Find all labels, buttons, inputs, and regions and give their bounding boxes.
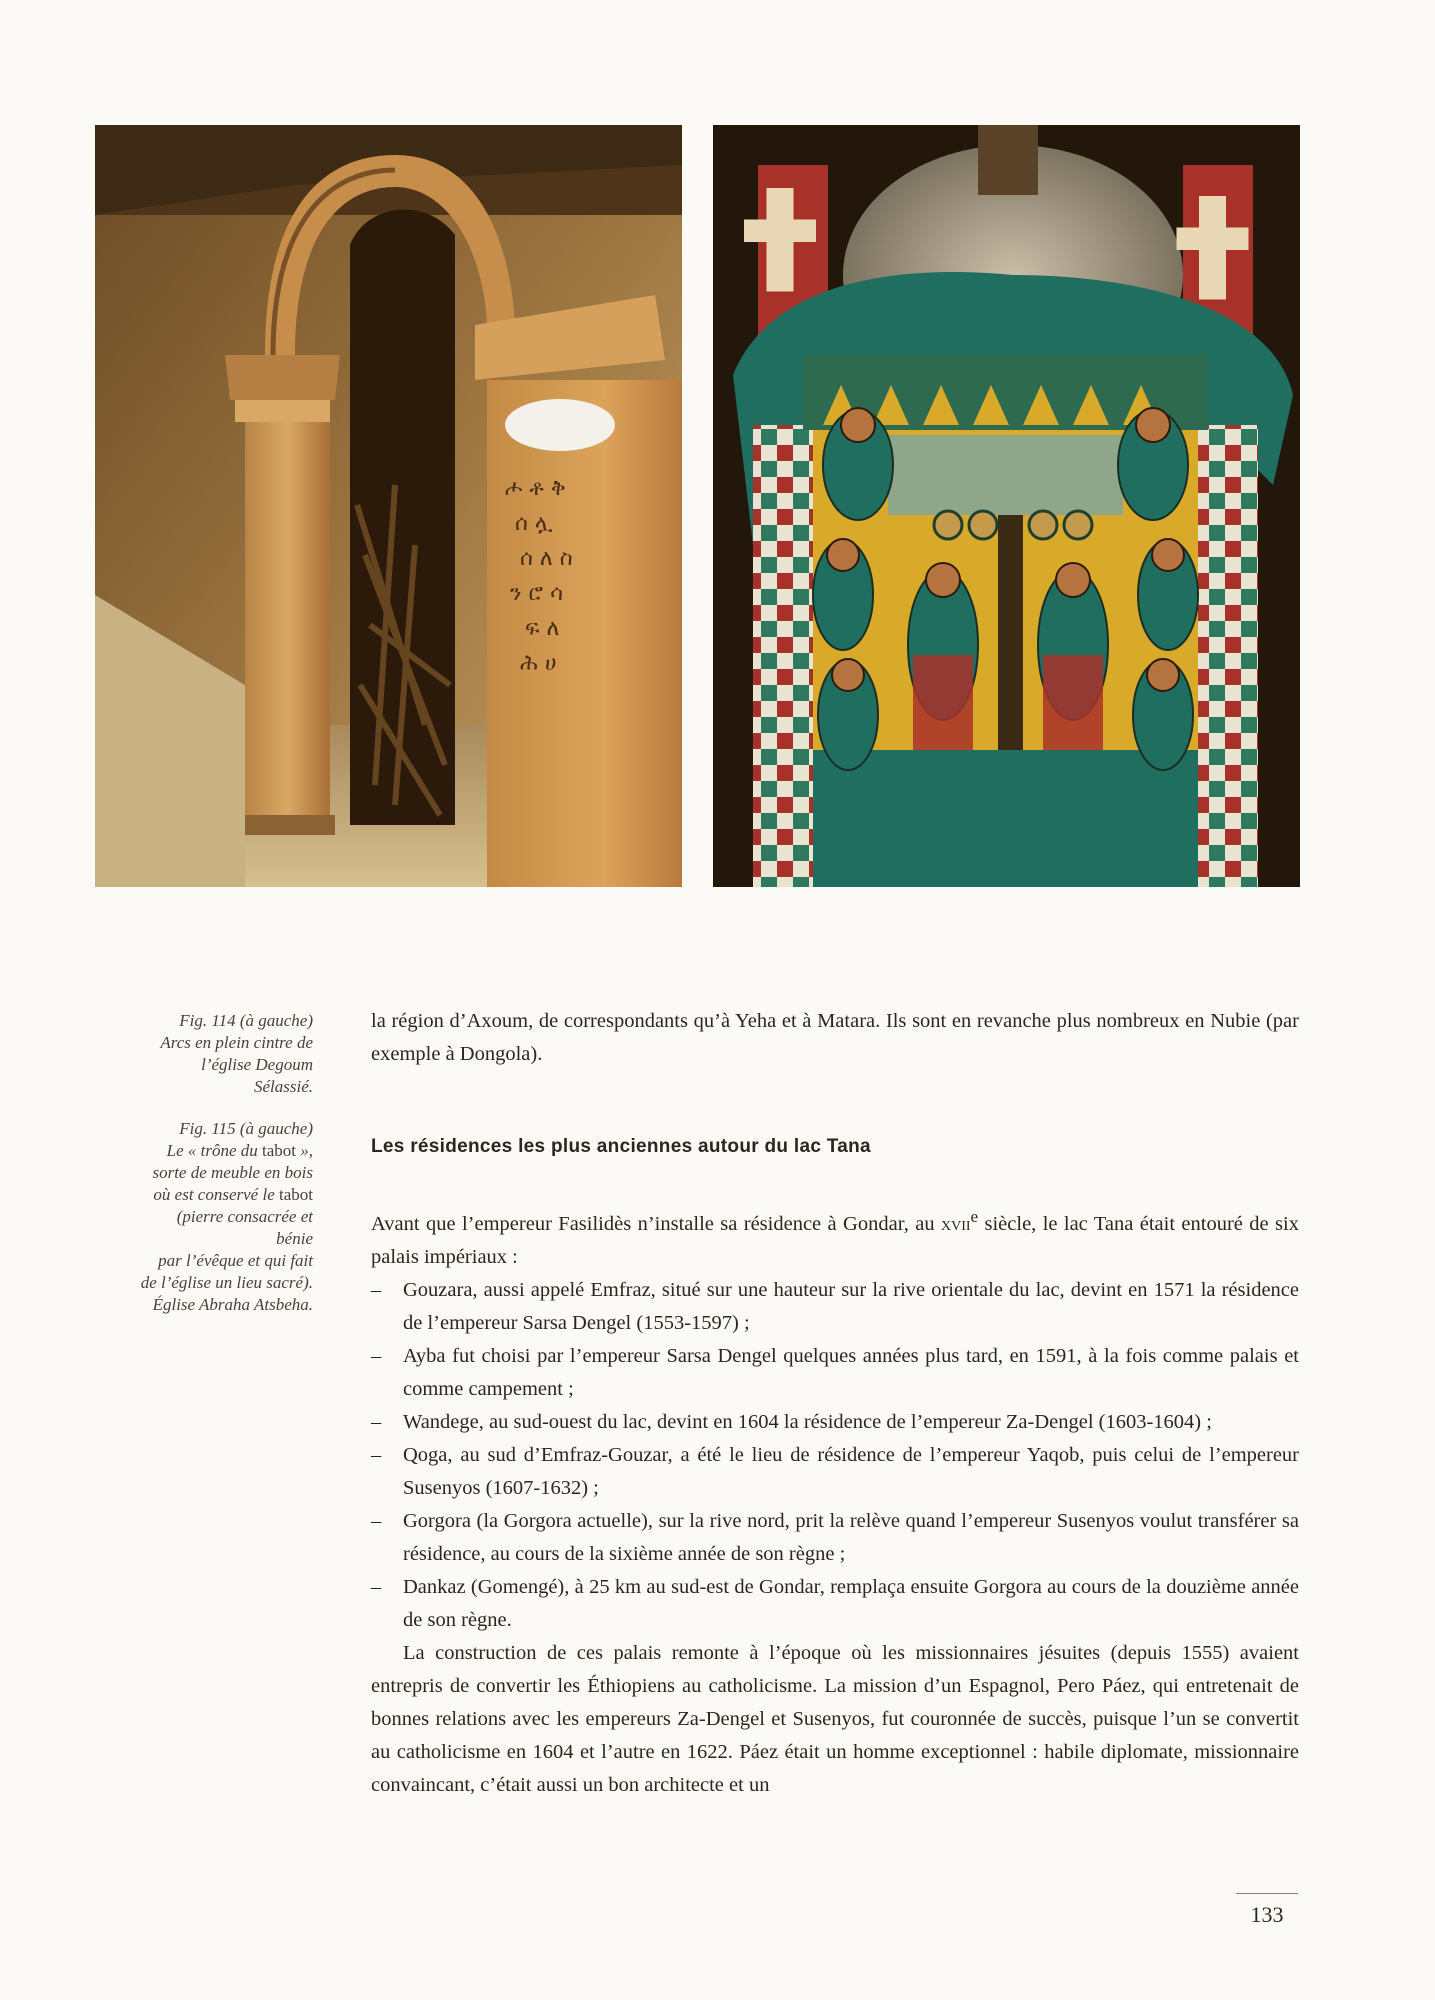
svg-text:ፍ ለ: ፍ ለ [525,616,560,641]
list-item-text: Qoga, au sud d’Emfraz-Gouzar, a été le lieu de résidence de l’empereur Yaqob, puis celui de l’empereur Susenyos (1607-1632) ; [403,1443,1299,1499]
caption-fragment: Le « trône du [166,1141,262,1160]
century-superscript: e [970,1207,979,1226]
list-item [371,1439,1299,1505]
caption-term-tabot: tabot [279,1185,313,1204]
dash-bullet: – [371,1509,382,1532]
caption-line: Arcs en plein cintre de [160,1033,313,1052]
dash-bullet: – [371,1443,382,1466]
section-heading: Les résidences les plus anciennes autour du lac Tana [371,1136,871,1157]
arches-illustration [95,125,682,887]
list-item [371,1505,1299,1571]
svg-text:ሖ ቶ ቅ: ሖ ቶ ቅ [505,476,566,501]
svg-text:ን ሮ ሳ: ን ሮ ሳ [510,581,564,606]
tabot-throne-illustration [713,125,1300,887]
svg-text:ሕ ሀ: ሕ ሀ [520,651,557,676]
caption-fig-114 [138,1010,313,1098]
caption-fragment: », [296,1141,313,1160]
caption-line: l’église Degoum Sélassié. [201,1055,313,1096]
list-item-text: Ayba fut choisi par l’empereur Sarsa Dengel quelques années plus tard, en 1591, à la fois comme palais et comme campement ; [403,1344,1299,1400]
century-numeral: xvii [940,1212,971,1235]
list-item-text: Wandege, au sud-ouest du lac, devint en 1604 la résidence de l’empereur Za-Dengel (1603-1604) ; [403,1410,1212,1433]
list-item [371,1340,1299,1406]
dash-bullet: – [371,1278,382,1301]
caption-line [138,1184,313,1206]
photo-tabot-throne [713,125,1300,887]
caption-term-tabot: tabot [262,1141,296,1160]
page-number: 133 [1250,1902,1284,1927]
caption-line: Fig. 114 (à gauche) [179,1011,313,1030]
intro-paragraph [371,1005,1299,1071]
intro-text: la région d’Axoum, de correspondants qu’à Yeha et à Matara. Ils sont en revanche plus nombreux en Nubie (par exemple à Dongola). [371,1010,1299,1065]
caption-line: Église Abraha Atsbeha. [152,1295,313,1314]
page-number-rule [1236,1893,1298,1894]
caption-line: sorte de meuble en bois [152,1163,313,1182]
caption-line: (pierre consacrée et bénie [176,1207,313,1248]
lead-text: siècle, le lac Tana était entouré de six palais impériaux : [371,1212,1299,1268]
svg-text:ሰ ሏ: ሰ ሏ [515,511,553,536]
svg-text:ሰ ለ ስ: ሰ ለ ስ [520,546,573,571]
list-item [371,1571,1299,1637]
caption-line: Fig. 115 (à gauche) [179,1119,313,1138]
dash-bullet: – [371,1344,382,1367]
lead-text: Avant que l’empereur Fasilidès n’installe sa résidence à Gondar, au [371,1212,941,1235]
list-item-text: Dankaz (Gomengé), à 25 km au sud-est de Gondar, remplaça ensuite Gorgora au cours de la douzième année de son règne. [403,1575,1299,1631]
caption-fig-115 [138,1118,313,1316]
lead-paragraph [371,1200,1299,1274]
list-item-text: Gouzara, aussi appelé Emfraz, situé sur une hauteur sur la rive orientale du lac, devint en 1571 la résidence de l’empereur Sarsa Dengel (1553-1597) ; [403,1278,1299,1334]
caption-line [138,1140,313,1162]
caption-line: par l’évêque et qui fait [158,1251,313,1270]
photo-church-arches [95,125,682,887]
list-item [371,1274,1299,1340]
caption-fragment: où est conservé le [153,1185,279,1204]
section-body [371,1200,1299,1802]
dash-bullet: – [371,1575,382,1598]
list-item-text: Gorgora (la Gorgora actuelle), sur la rive nord, prit la relève quand l’empereur Susenyos voulut transférer sa résidence, au cours de la sixième année de son règne ; [403,1509,1299,1565]
palace-list [371,1274,1299,1637]
dash-bullet: – [371,1410,382,1433]
caption-line: de l’église un lieu sacré). [140,1273,313,1292]
jesuit-paragraph: La construction de ces palais remonte à l’époque où les missionnaires jésuites (depuis 1555) avaient entrepris de convertir les Éthiopiens au catholicisme. La mission d’un Espagnol, Pero Páez, qui entretenait de bonnes relations avec les empereurs Za-Dengel et Susenyos, fut couronnée de succès, puisque l’un se convertit au catholicisme en 1604 et l’autre en 1622. Páez était un homme exceptionnel : habile diplomate, missionnaire convaincant, c’était aussi un bon architecte et un [371,1641,1299,1796]
list-item [371,1406,1299,1439]
